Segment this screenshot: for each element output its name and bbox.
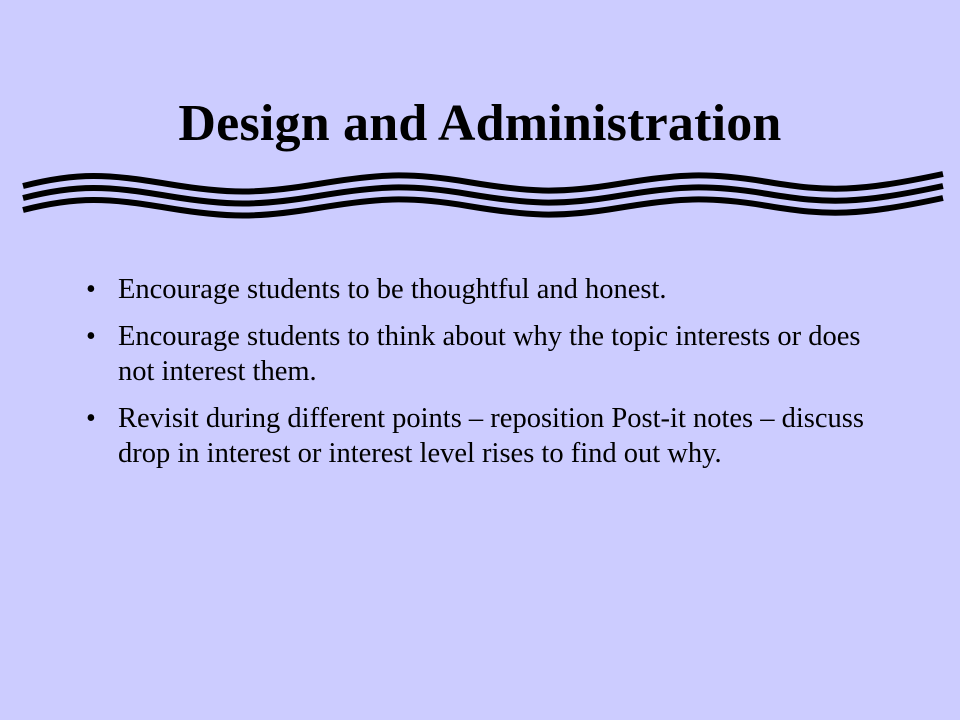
bullet-item [80, 319, 880, 389]
bullet-text: Encourage students to be thoughtful and honest. [118, 274, 667, 305]
bullet-icon: • [86, 274, 96, 305]
wave-line-1 [23, 174, 943, 192]
bullet-list [80, 272, 880, 483]
bullet-item [80, 401, 880, 471]
bullet-text: Encourage students to think about why the topic interests or does not interest them. [118, 321, 861, 387]
wavy-divider [18, 168, 948, 228]
bullet-text: Revisit during different points – reposition Post-it notes – discuss drop in interest or interest level rises to find out why. [118, 403, 864, 469]
bullet-item [80, 272, 880, 307]
slide-title: Design and Administration [178, 95, 782, 152]
bullet-icon: • [86, 403, 96, 434]
bullet-icon: • [86, 321, 96, 352]
